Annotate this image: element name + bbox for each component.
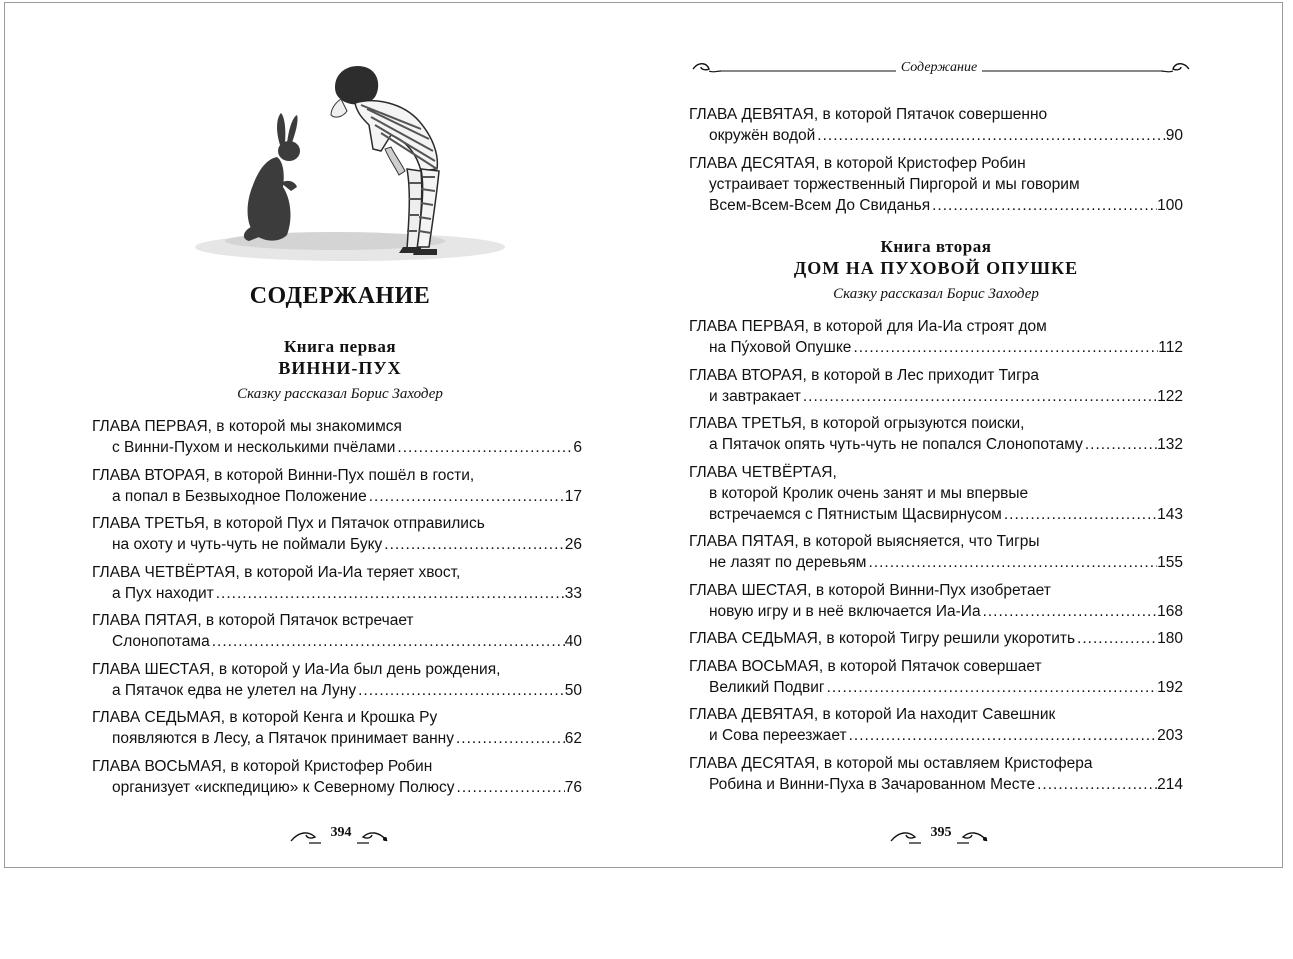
toc-chapter-subtitle-line: а Пух находит [112, 584, 214, 602]
toc-chapter-subtitle-line: не лазят по деревьям [709, 554, 867, 571]
toc-page-number: 143 [1157, 505, 1183, 523]
toc-entry [689, 104, 1183, 146]
toc-chapter-heading: ГЛАВА ЧЕТВЁРТАЯ, [689, 463, 837, 481]
toc-chapter-subtitle-line: устраивает торжественный Пиргорой и мы говорим [709, 175, 1080, 193]
toc-chapter-subtitle-line: с Винни-Пухом и несколькими пчёлами [112, 439, 396, 456]
dot-leader [847, 725, 1158, 746]
toc-page-number: 132 [1157, 436, 1183, 453]
toc-chapter-subtitle-line: ГЛАВА СЕДЬМАЯ, в которой Тигру решили укоротить [689, 630, 1076, 647]
toc-page-number: 192 [1157, 678, 1183, 696]
toc-chapter-heading: ГЛАВА ПЕРВАЯ, в которой для Иа-Иа строят дом [689, 318, 1047, 335]
toc-line-with-page [689, 337, 1183, 358]
dot-leader [851, 337, 1158, 358]
toc-chapter-subtitle-line: и Сова переезжает [709, 727, 847, 744]
toc-page-number: 6 [573, 439, 582, 456]
book-two-heading [689, 237, 1183, 304]
dot-leader [395, 437, 573, 458]
toc-entry [92, 659, 582, 701]
book-title: ДОМ НА ПУХОВОЙ ОПУШКЕ [793, 258, 1079, 278]
dot-leader [210, 631, 565, 652]
toc-line-with-page [92, 777, 582, 798]
book-number: Книга вторая [880, 237, 992, 256]
dot-leader [454, 728, 565, 749]
dot-leader [214, 583, 565, 604]
toc-chapter-heading: ГЛАВА ПЕРВАЯ, в которой мы знакомимся [92, 418, 402, 435]
toc-chapter-heading: ГЛАВА ДЕСЯТАЯ, в которой мы оставляем Кристофера [689, 754, 1093, 772]
toc-page-number: 62 [564, 730, 582, 747]
dot-leader [815, 125, 1165, 146]
toc-page-number: 168 [1157, 602, 1183, 620]
toc-line-with-page [689, 677, 1183, 698]
toc-line-with-page [689, 774, 1183, 795]
toc-entry [92, 756, 582, 798]
toc-chapter-subtitle-line: Робина и Винни-Пуха в Зачарованном Месте [709, 775, 1036, 793]
toc-entry [689, 580, 1183, 622]
toc-entry [689, 462, 1183, 525]
toc-chapter-heading: ГЛАВА ВТОРАЯ, в которой в Лес приходит Тигра [689, 366, 1039, 384]
toc-chapter-subtitle-line: на охоту и чуть-чуть не поймали Буку [112, 536, 383, 553]
toc-entry [689, 365, 1183, 407]
boy-and-rabbit-illustration [185, 59, 515, 269]
toc-entry [92, 465, 582, 507]
book-number: Книга первая [283, 337, 397, 356]
toc-page-number: 26 [564, 536, 582, 553]
toc-chapter-heading: ГЛАВА ШЕСТАЯ, в которой у Иа-Иа был день рождения, [92, 660, 501, 678]
toc-chapter-subtitle-line: в которой Кролик очень занят и мы впервые [709, 484, 1029, 502]
toc-line-with-page [92, 583, 582, 604]
toc-page-number: 155 [1157, 554, 1183, 571]
toc-entry [689, 628, 1183, 649]
toc-entry [689, 413, 1183, 455]
dot-leader [382, 534, 564, 555]
toc-page-number: 214 [1157, 775, 1183, 793]
toc-chapter-heading: ГЛАВА ВОСЬМАЯ, в которой Пятачок совершает [689, 657, 1042, 675]
book-title: ВИННИ-ПУХ [278, 358, 402, 378]
toc-page-number: 122 [1157, 387, 1183, 405]
toc-line-with-page [689, 434, 1183, 455]
dot-leader [1075, 628, 1157, 649]
toc-entry [689, 656, 1183, 698]
toc-chapter-heading: ГЛАВА ВОСЬМАЯ, в которой Кристофер Робин [92, 757, 433, 775]
toc-chapter-heading: ГЛАВА ДЕСЯТАЯ, в которой Кристофер Робин [689, 154, 1026, 172]
toc-chapter-heading: ГЛАВА СЕДЬМАЯ, в которой Кенга и Крошка Ру [92, 709, 438, 726]
toc-line-with-page [92, 631, 582, 652]
table-of-contents-book-two [689, 316, 1183, 801]
toc-page-number: 203 [1157, 727, 1183, 744]
toc-chapter-subtitle-line: появляются в Лесу, а Пятачок принимает ванну [112, 730, 454, 747]
page-title: СОДЕРЖАНИЕ [249, 283, 431, 309]
toc-chapter-subtitle-line: а попал в Безвыходное Положение [112, 487, 367, 505]
dot-leader [825, 677, 1158, 698]
toc-chapter-subtitle-line: новую игру и в неё включается Иа-Иа [709, 602, 981, 620]
toc-line-with-page [689, 386, 1183, 407]
toc-line-with-page [689, 504, 1183, 525]
toc-page-number: 33 [564, 584, 582, 602]
toc-entry [689, 316, 1183, 358]
toc-entry [92, 707, 582, 749]
table-of-contents-book-one-continued [689, 104, 1183, 222]
toc-chapter-heading: ГЛАВА ПЯТАЯ, в которой Пятачок встречает [92, 612, 414, 629]
toc-chapter-subtitle-line: окружён водой [709, 127, 816, 144]
book-one-heading [5, 337, 675, 404]
toc-chapter-heading: ГЛАВА ВТОРАЯ, в которой Винни-Пух пошёл в гости, [92, 466, 475, 484]
toc-page-number: 40 [564, 633, 582, 650]
toc-entry [689, 753, 1183, 795]
toc-chapter-subtitle-line: организует «искпедицию» к Северному Полюсу [112, 778, 455, 796]
toc-page-number: 76 [564, 778, 582, 796]
toc-line-with-page [92, 728, 582, 749]
toc-page-number: 100 [1157, 196, 1183, 214]
toc-line-with-page [689, 195, 1183, 216]
toc-page-number: 50 [564, 681, 582, 699]
toc-entry [92, 610, 582, 652]
dot-leader [1083, 434, 1157, 455]
dot-leader [1002, 504, 1157, 525]
toc-line-with-page [689, 125, 1183, 146]
toc-chapter-subtitle-line: а Пятачок опять чуть-чуть не попался Слонопотаму [709, 436, 1083, 453]
toc-entry [92, 562, 582, 604]
toc-line-with-page [689, 552, 1183, 573]
toc-entry [92, 513, 582, 555]
toc-page-number: 112 [1158, 339, 1183, 356]
toc-entry [689, 531, 1183, 573]
toc-chapter-heading: ГЛАВА ПЯТАЯ, в которой выясняется, что Тигры [689, 533, 1040, 550]
dot-leader [981, 601, 1158, 622]
dot-leader [367, 486, 565, 507]
dot-leader [356, 680, 565, 701]
dot-leader [455, 777, 565, 798]
toc-chapter-subtitle-line: Слонопотама [112, 633, 210, 650]
toc-entry [689, 704, 1183, 746]
toc-line-with-page [689, 725, 1183, 746]
toc-entry [92, 416, 582, 458]
toc-line-with-page [92, 680, 582, 701]
book-author-credit: Сказку рассказал Борис Заходер [833, 286, 1039, 302]
dot-leader [930, 195, 1157, 216]
book-author-credit: Сказку рассказал Борис Заходер [237, 386, 443, 402]
dot-leader [866, 552, 1157, 573]
toc-chapter-heading: ГЛАВА ТРЕТЬЯ, в которой огрызуются поиски, [689, 415, 1025, 432]
running-head-label: Содержание [896, 60, 982, 76]
toc-page-number: 17 [564, 487, 582, 505]
toc-page-number: 180 [1157, 630, 1183, 647]
toc-chapter-subtitle-line: на Пу́ховой Опушке [709, 339, 852, 356]
toc-line-with-page [689, 628, 1183, 649]
toc-chapter-subtitle-line: Всем-Всем-Всем До Свиданья [709, 196, 931, 214]
right-page-number: 395 [930, 825, 952, 840]
book-spread [4, 2, 1283, 868]
toc-chapter-heading: ГЛАВА ДЕВЯТАЯ, в которой Пятачок совершенно [689, 106, 1048, 123]
dot-leader [1035, 774, 1157, 795]
toc-line-with-page [92, 437, 582, 458]
toc-chapter-subtitle-line: а Пятачок едва не улетел на Луну [112, 681, 357, 699]
dot-leader [801, 386, 1157, 407]
toc-chapter-heading: ГЛАВА ШЕСТАЯ, в которой Винни-Пух изобретает [689, 581, 1051, 599]
toc-page-number: 90 [1165, 127, 1183, 144]
table-of-contents-book-one [92, 416, 582, 804]
left-page [5, 3, 645, 869]
toc-line-with-page [689, 601, 1183, 622]
toc-line-with-page [92, 534, 582, 555]
toc-chapter-subtitle-line: Великий Подвиг [709, 678, 825, 696]
toc-chapter-subtitle-line: и завтракает [709, 387, 801, 405]
running-head [691, 59, 1191, 81]
toc-chapter-subtitle-line: встречаемся с Пятнистым Щасвирнусом [709, 505, 1002, 523]
left-page-number: 394 [330, 825, 352, 840]
toc-chapter-heading: ГЛАВА ЧЕТВЁРТАЯ, в которой Иа-Иа теряет хвост, [92, 563, 461, 581]
toc-line-with-page [92, 486, 582, 507]
toc-entry [689, 153, 1183, 216]
toc-chapter-heading: ГЛАВА ДЕВЯТАЯ, в которой Иа находит Савешник [689, 706, 1056, 723]
toc-chapter-heading: ГЛАВА ТРЕТЬЯ, в которой Пух и Пятачок отправились [92, 515, 485, 532]
